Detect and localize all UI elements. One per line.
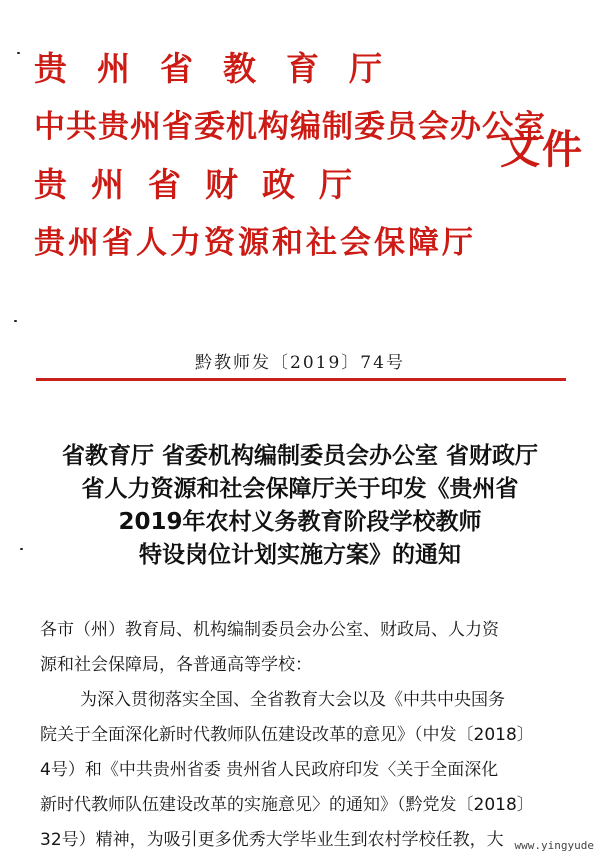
body-line: 各市（州）教育局、机构编制委员会办公室、财政局、人力资 [40, 620, 499, 640]
notice-title [30, 440, 570, 572]
title-line-1: 省教育厅 省委机构编制委员会办公室 省财政厅 [61, 443, 538, 469]
body-line: 新时代教师队伍建设改革的实施意见〉的通知》（黔党发〔2018〕 [40, 795, 534, 815]
scan-speck [20, 548, 23, 550]
issuer-1: 贵州省教育厅 [34, 49, 412, 88]
title-line-2: 省人力资源和社会保障厅关于印发《贵州省 [81, 476, 519, 502]
red-divider [36, 378, 566, 381]
watermark: www.yingyude [514, 839, 594, 852]
body-text [40, 613, 570, 858]
body-line: 为深入贯彻落实全国、全省教育大会以及《中共中央国务 [80, 690, 505, 710]
body-line: 院关于全面深化新时代教师队伍建设改革的意见》（中发〔2018〕 [40, 725, 534, 745]
issuer-3: 贵州省财政厅 [34, 165, 376, 204]
body-line: 源和社会保障局，各普通高等学校： [40, 655, 312, 675]
scan-speck [14, 320, 17, 322]
title-line-4: 特设岗位计划实施方案》的通知 [139, 542, 461, 568]
body-line: 4号）和《中共贵州省委 贵州省人民政府印发〈关于全面深化 [40, 760, 499, 780]
title-line-3: 2019年农村义务教育阶段学校教师 [118, 509, 482, 535]
document-number: 黔教师发〔2019〕74号 [195, 353, 405, 373]
scan-speck [17, 52, 20, 54]
issuer-4: 贵州省人力资源和社会保障厅 [34, 225, 476, 261]
document-word: 文件 [500, 126, 584, 173]
body-line: 32号）精神，为吸引更多优秀大学毕业生到农村学校任教，大 [40, 830, 504, 850]
issuer-2: 中共贵州省委机构编制委员会办公室 [34, 109, 546, 145]
